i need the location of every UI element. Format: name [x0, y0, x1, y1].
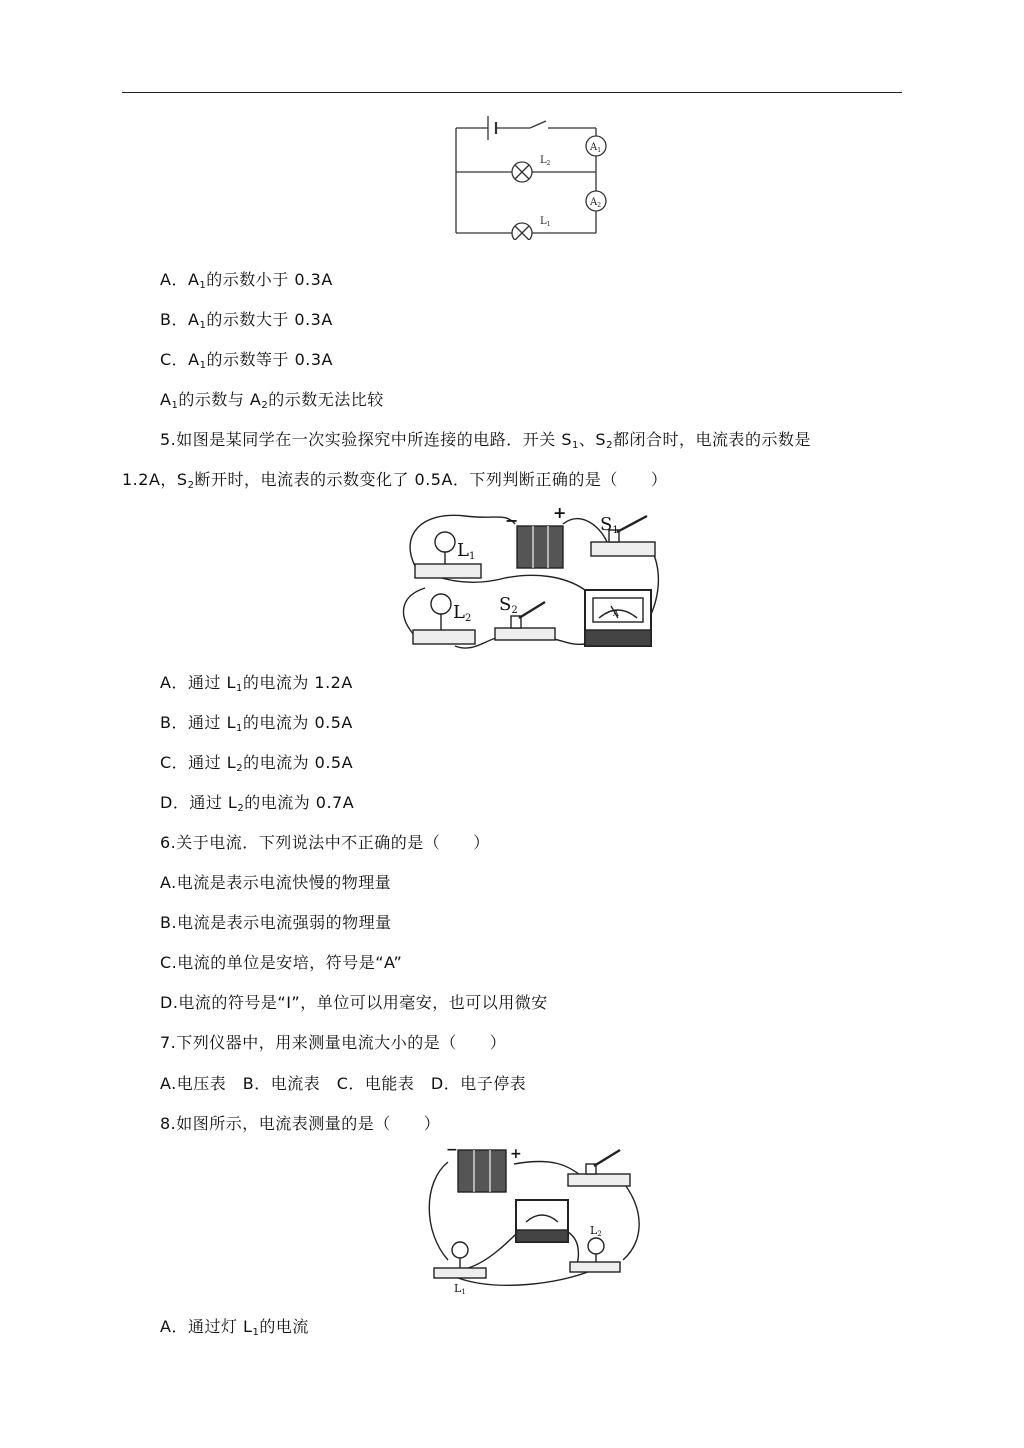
q5-option-b[interactable]: B．通过 $L_1$的电流为 0.5A: [160, 713, 353, 734]
q5-apparatus-diagram: [395, 506, 667, 654]
q5-s1-label: S1: [600, 514, 619, 536]
q8-l2-label: L2: [590, 1224, 602, 1238]
q6-option-c[interactable]: C.电流的单位是安培，符号是“A”: [160, 953, 403, 972]
q5-option-c[interactable]: C．通过 $L_2$的电流为 0.5A: [160, 753, 354, 774]
q4-a1-label: $A_1$: [590, 142, 602, 154]
q8-battery-minus: −: [446, 1142, 458, 1158]
q4-circuit-diagram: [450, 108, 620, 240]
q5-stem-line1: 5.如图是某同学在一次实验探究中所连接的电路．开关 $S_1$、$S_2$都闭合时，电流表的示数是: [160, 430, 811, 451]
q6-stem: 6.关于电流．下列说法中不正确的是（ ）: [160, 833, 490, 852]
q4-option-b[interactable]: B．$A_1$的示数大于 0.3A: [160, 310, 333, 331]
q8-l1-label: L1: [454, 1282, 466, 1294]
q4-option-a[interactable]: A．$A_1$的示数小于 0.3A: [160, 270, 333, 291]
q5-battery-minus: −: [505, 511, 519, 530]
q5-l1-label: L1: [457, 540, 476, 562]
q8-option-a[interactable]: A．通过灯 $L_1$的电流: [160, 1317, 309, 1338]
q5-option-d[interactable]: D．通过 $L_2$的电流为 0.7A: [160, 793, 355, 814]
q4-option-d[interactable]: $A_1$的示数与 $A_2$的示数无法比较: [160, 390, 384, 411]
q6-option-b[interactable]: B.电流是表示电流强弱的物理量: [160, 913, 392, 932]
q5-stem-line2: 1.2A，$S_2$断开时，电流表的示数变化了 0.5A．下列判断正确的是（ ）: [122, 470, 668, 491]
q6-option-d[interactable]: D.电流的符号是“I”，单位可以用毫安，也可以用微安: [160, 993, 548, 1012]
q8-battery-plus: +: [510, 1146, 522, 1162]
q4-a2-label: $A_2$: [590, 197, 602, 209]
q4-option-c[interactable]: C．$A_1$的示数等于 0.3A: [160, 350, 333, 371]
q5-option-a[interactable]: A．通过 $L_1$的电流为 1.2A: [160, 673, 353, 694]
q5-meter-letter: A: [613, 609, 619, 618]
q5-battery-plus: +: [553, 506, 567, 522]
q8-apparatus-diagram: [418, 1142, 648, 1294]
q5-l2-label: L2: [453, 602, 472, 624]
q7-stem: 7.下列仪器中，用来测量电流大小的是（ ）: [160, 1033, 507, 1052]
q5-s2-label: S2: [499, 594, 518, 616]
header-rule: [122, 92, 902, 93]
q8-stem: 8.如图所示，电流表测量的是（ ）: [160, 1114, 441, 1133]
q4-l1-label: $L_1$: [540, 216, 551, 228]
q6-option-a[interactable]: A.电流是表示电流快慢的物理量: [160, 873, 392, 892]
q7-options[interactable]: A.电压表 B．电流表 C．电能表 D．电子停表: [160, 1074, 527, 1093]
q4-l2-label: $L_2$: [540, 155, 551, 167]
